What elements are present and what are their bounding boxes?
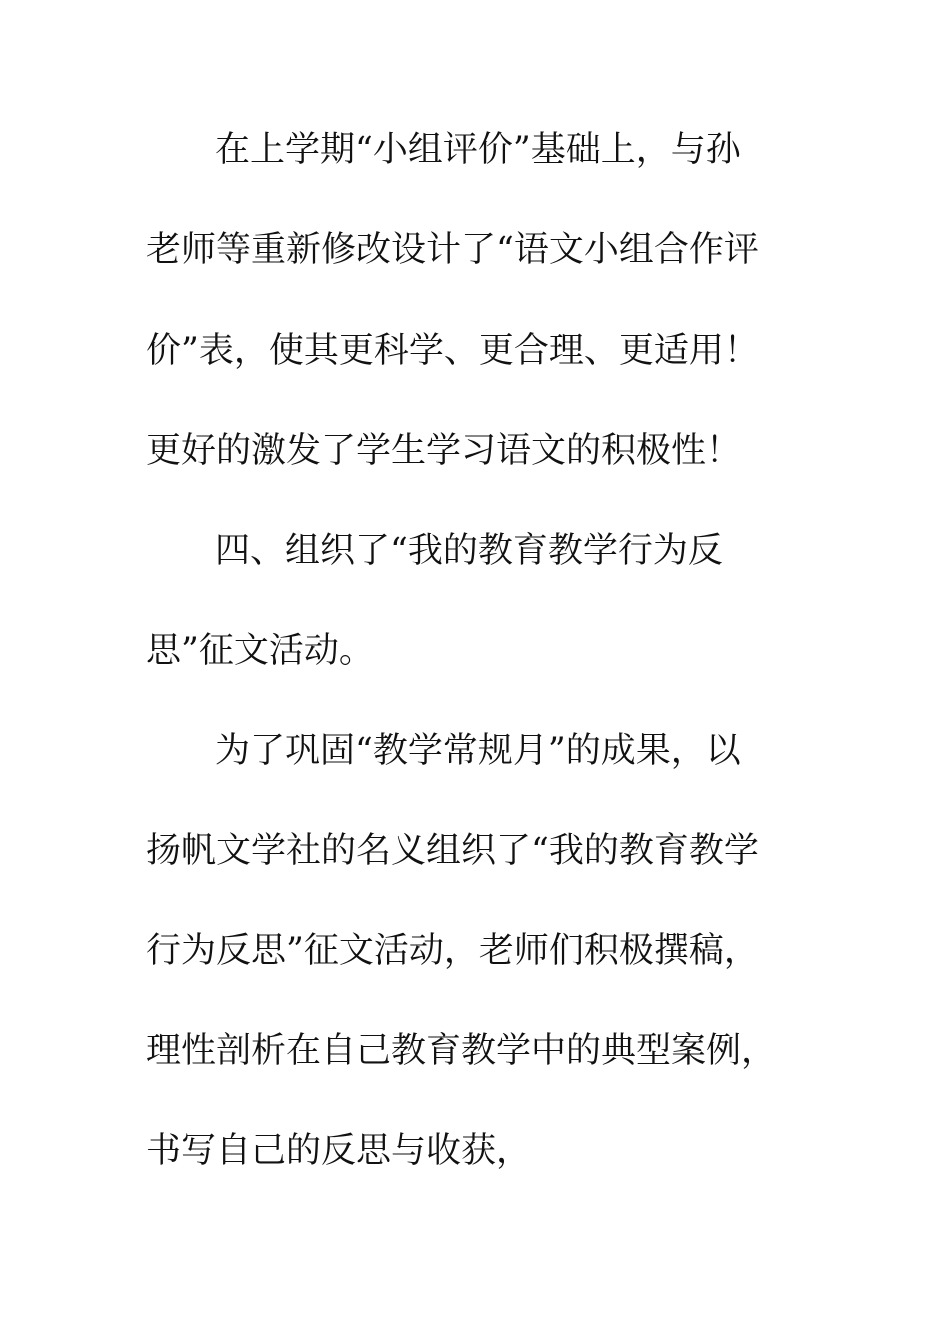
section-heading-line: 四、组织了“我的教育教学行为反: [215, 531, 723, 571]
paragraph-line: 理性剖析在自己教育教学中的典型案例，: [146, 1031, 777, 1071]
paragraph-line: 更好的激发了学生学习语文的积极性！: [146, 431, 742, 471]
paragraph-line: 行为反思”征文活动，老师们积极撰稿，: [146, 931, 759, 971]
paragraph-line: 在上学期“小组评价”基础上，与孙: [215, 130, 741, 170]
paragraph-line: 为了巩固“教学常规月”的成果，以: [215, 731, 741, 771]
paragraph-line: 价”表，使其更科学、更合理、更适用！: [146, 331, 759, 371]
section-heading-line: 思”征文活动。: [146, 631, 374, 671]
paragraph-line: 扬帆文学社的名义组织了“我的教育教学: [146, 831, 759, 871]
paragraph-line: 书写自己的反思与收获，: [146, 1131, 532, 1171]
paragraph-line: 老师等重新修改设计了“语文小组合作评: [146, 230, 759, 270]
